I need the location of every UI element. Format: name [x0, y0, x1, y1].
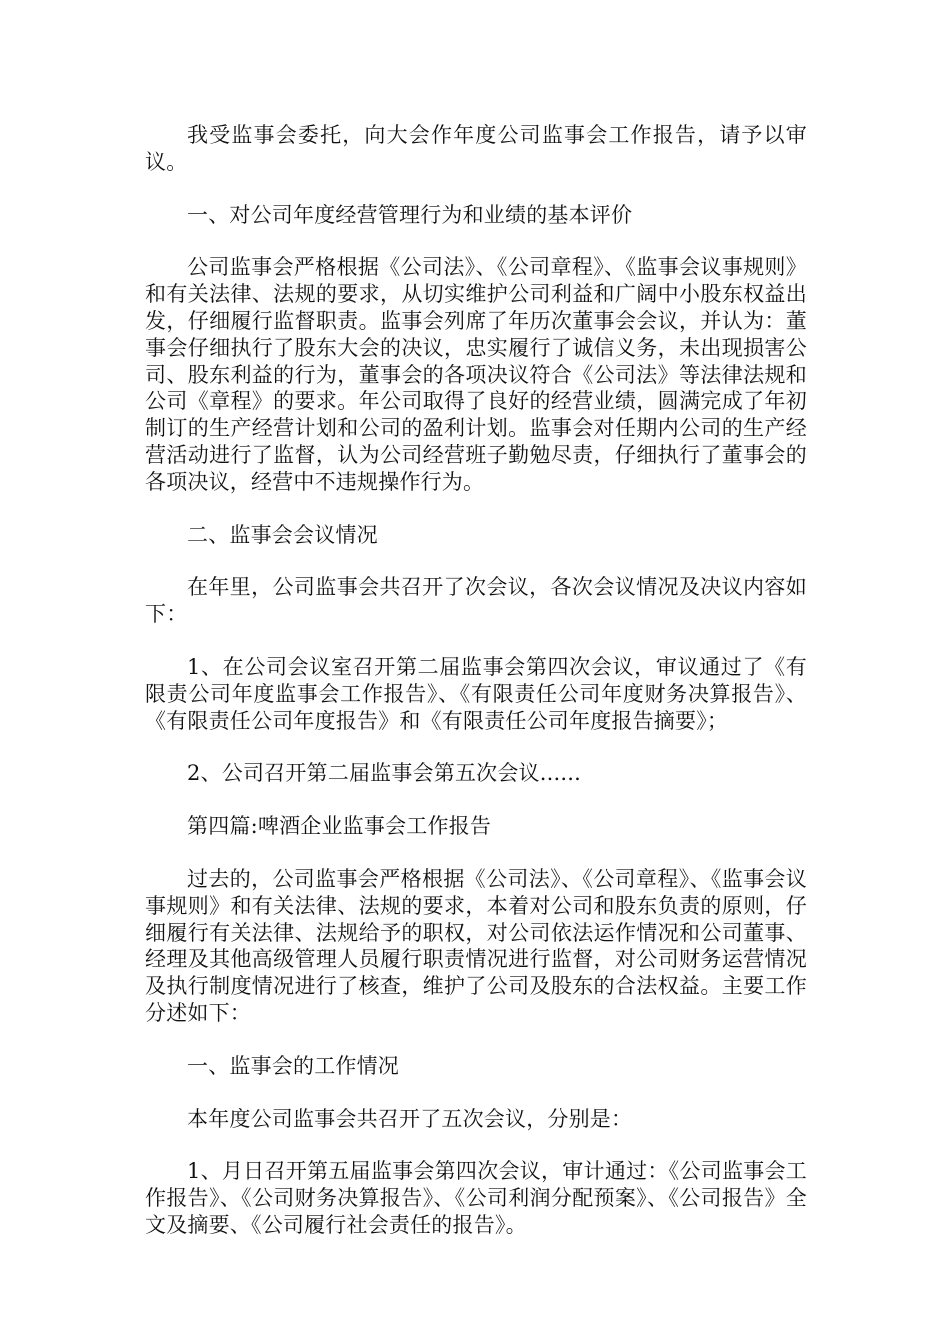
section-heading-evaluation: 一、对公司年度经营管理行为和业绩的基本评价: [187, 202, 633, 227]
paragraph-work-intro: 本年度公司监事会共召开了五次会议，分别是：: [187, 1106, 633, 1131]
paragraph-meetings-intro: 在年里，公司监事会共召开了次会议，各次会议情况及决议内容如下：: [145, 575, 807, 627]
list-item-meeting-2: 2、公司召开第二届监事会第五次会议......: [187, 761, 582, 786]
list-item-meeting-1: 1、在公司会议室召开第二届监事会第四次会议，审议通过了《有限责公司年度监事会工作报告》、《有限责任公司年度财务决算报告》、《有限责任公司年度报告》和《有限责任公司年度报告摘要》；: [145, 654, 807, 733]
document-body: [145, 122, 807, 1265]
section-heading-work: 一、监事会的工作情况: [187, 1053, 399, 1078]
section-heading-meetings: 二、监事会会议情况: [187, 522, 378, 547]
paragraph-beer-intro: 过去的，公司监事会严格根据《公司法》、《公司章程》、《监事会议事规则》和有关法律、法规的要求，本着对公司和股东负责的原则，仔细履行有关法律、法规给予的职权，对公司依法运作情况和公司董事、经理及其他高级管理人员履行职责情况进行监督，对公司财务运营情况及执行制度情况进行了核查，维护了公司及股东的合法权益。主要工作分述如下：: [145, 866, 807, 1025]
list-item-work-1: 1、月日召开第五届监事会第四次会议，审计通过：《公司监事会工作报告》、《公司财务决算报告》、《公司利润分配预案》、《公司报告》全文及摘要、《公司履行社会责任的报告》。: [145, 1159, 807, 1237]
article-title-beer-report: 第四篇:啤酒企业监事会工作报告: [187, 814, 492, 839]
paragraph-intro: 我受监事会委托，向大会作年度公司监事会工作报告，请予以审议。: [145, 123, 807, 174]
paragraph-evaluation: 公司监事会严格根据《公司法》、《公司章程》、《监事会议事规则》和有关法律、法规的要求，从切实维护公司利益和广阔中小股东权益出发，仔细履行监督职责。监事会列席了年历次董事会会议，并认为：董事会仔细执行了股东大会的决议，忠实履行了诚信义务，未出现损害公司、股东利益的行为，董事会的各项决议符合《公司法》等法律法规和公司《章程》的要求。年公司取得了良好的经营业绩，圆满完成了年初制订的生产经营计划和公司的盈利计划。监事会对任期内公司的生产经营活动进行了监督，认为公司经营班子勤勉尽责，仔细执行了董事会的各项决议，经营中不违规操作行为。: [145, 255, 807, 494]
